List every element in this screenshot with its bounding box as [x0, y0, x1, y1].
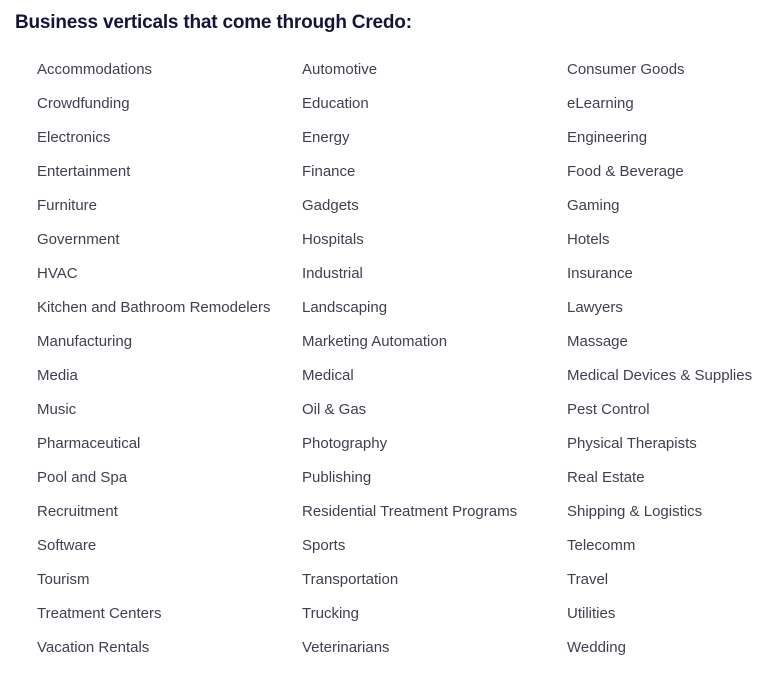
vertical-list-item: Gadgets [302, 197, 359, 214]
vertical-list-item: Utilities [567, 605, 616, 622]
vertical-list-item: Accommodations [37, 61, 153, 78]
vertical-list-item: Automotive [302, 61, 378, 78]
vertical-list-item: Sports [302, 537, 346, 554]
vertical-list-item: Gaming [567, 197, 620, 214]
vertical-list-item: Hotels [567, 231, 610, 248]
vertical-list-item: Industrial [302, 265, 363, 282]
vertical-list-item: Entertainment [37, 163, 131, 180]
vertical-list-item: Government [37, 231, 120, 248]
vertical-list-item: Electronics [37, 129, 111, 146]
vertical-list-item: Marketing Automation [302, 333, 448, 350]
vertical-list-item: Furniture [37, 197, 98, 214]
vertical-list-item: Landscaping [302, 299, 388, 316]
vertical-list-item: Manufacturing [37, 333, 133, 350]
vertical-list-item: Kitchen and Bathroom Remodelers [37, 299, 271, 316]
section-heading: Business verticals that come through Credo: [15, 12, 412, 33]
vertical-list-item: Trucking [302, 605, 359, 622]
vertical-list-item: Telecomm [567, 537, 636, 554]
vertical-list-item: Veterinarians [302, 639, 390, 656]
vertical-list-item: Pool and Spa [37, 469, 128, 486]
vertical-list-item: Wedding [567, 639, 626, 656]
vertical-list-item: Crowdfunding [37, 95, 130, 112]
vertical-list-item: Pest Control [567, 401, 650, 418]
vertical-list-item: Education [302, 95, 369, 112]
vertical-list-item: Residential Treatment Programs [302, 503, 518, 520]
verticals-column-2 [302, 60, 517, 672]
vertical-list-item: Massage [567, 333, 628, 350]
vertical-list-item: Pharmaceutical [37, 435, 141, 452]
vertical-list-item: Medical Devices & Supplies [567, 367, 753, 384]
vertical-list-item: HVAC [37, 265, 78, 282]
vertical-list-item: Media [37, 367, 78, 384]
verticals-column-1 [37, 60, 270, 672]
vertical-list-item: Real Estate [567, 469, 645, 486]
vertical-list-item: Energy [302, 129, 350, 146]
vertical-list-item: Lawyers [567, 299, 623, 316]
vertical-list-item: Hospitals [302, 231, 364, 248]
vertical-list-item: Insurance [567, 265, 633, 282]
vertical-list-item: Vacation Rentals [37, 639, 150, 656]
vertical-list-item: Publishing [302, 469, 372, 486]
vertical-list-item: Consumer Goods [567, 61, 685, 78]
vertical-list-item: Tourism [37, 571, 90, 588]
vertical-list-item: Software [37, 537, 97, 554]
vertical-list-item: Recruitment [37, 503, 118, 520]
vertical-list-item: Photography [302, 435, 388, 452]
vertical-list-item: Finance [302, 163, 356, 180]
vertical-list-item: Physical Therapists [567, 435, 697, 452]
vertical-list-item: Food & Beverage [567, 163, 684, 180]
vertical-list-item: eLearning [567, 95, 634, 112]
vertical-list-item: Engineering [567, 129, 648, 146]
verticals-column-3 [567, 60, 752, 672]
vertical-list-item: Shipping & Logistics [567, 503, 703, 520]
vertical-list-item: Travel [567, 571, 609, 588]
vertical-list-item: Medical [302, 367, 354, 384]
vertical-list-item: Music [37, 401, 77, 418]
vertical-list-item: Transportation [302, 571, 399, 588]
vertical-list-item: Oil & Gas [302, 401, 367, 418]
vertical-list-item: Treatment Centers [37, 605, 162, 622]
